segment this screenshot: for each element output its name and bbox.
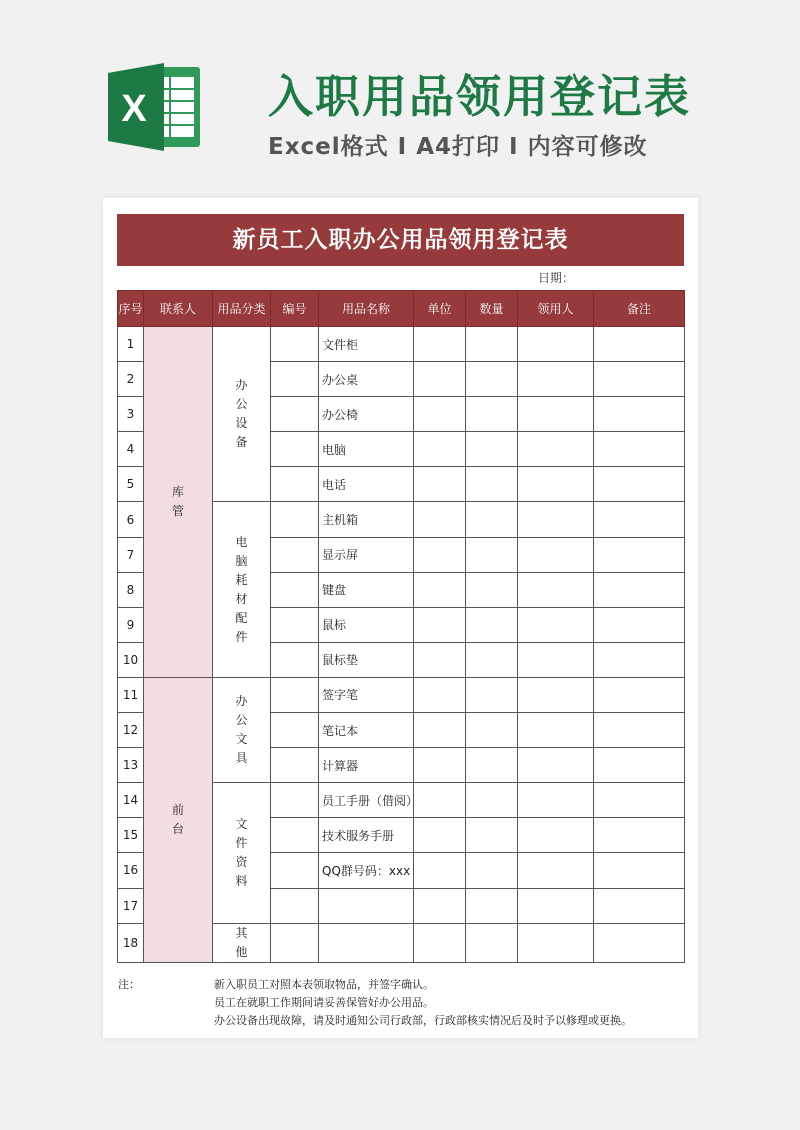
quantity-cell[interactable] — [466, 677, 518, 712]
item-name-cell[interactable]: 笔记本 — [319, 713, 414, 748]
remarks-cell[interactable] — [594, 327, 685, 362]
page-header — [0, 0, 800, 195]
remarks-cell[interactable] — [594, 853, 685, 888]
receiver-cell[interactable] — [518, 397, 594, 432]
unit-cell[interactable] — [414, 713, 466, 748]
remarks-cell[interactable] — [594, 502, 685, 537]
item-name-cell[interactable]: 签字笔 — [319, 677, 414, 712]
svg-text:X: X — [121, 88, 147, 130]
unit-cell[interactable] — [414, 537, 466, 572]
receiver-cell[interactable] — [518, 432, 594, 467]
receiver-cell[interactable] — [518, 818, 594, 853]
code-cell[interactable] — [271, 642, 319, 677]
col-header-contact: 联系人 — [144, 291, 213, 327]
remarks-cell[interactable] — [594, 713, 685, 748]
category-cell[interactable]: 办公设备 — [213, 327, 271, 502]
table-row — [118, 327, 685, 362]
col-header-receiver: 领用人 — [518, 291, 594, 327]
code-cell[interactable] — [271, 362, 319, 397]
quantity-cell[interactable] — [466, 713, 518, 748]
quantity-cell[interactable] — [466, 537, 518, 572]
category-cell[interactable]: 文件资料 — [213, 783, 271, 923]
page-subtitle: Excel格式 I A4打印 I 内容可修改 — [268, 134, 648, 160]
note-line: 新入职员工对照本表领取物品，并签字确认。 — [214, 978, 434, 991]
unit-cell[interactable] — [414, 432, 466, 467]
receiver-cell[interactable] — [518, 783, 594, 818]
category-cell[interactable]: 电脑耗材配件 — [213, 502, 271, 677]
unit-cell[interactable] — [414, 853, 466, 888]
quantity-cell[interactable] — [466, 397, 518, 432]
remarks-cell[interactable] — [594, 818, 685, 853]
seq-cell: 16 — [118, 853, 144, 888]
item-name-cell[interactable]: 办公椅 — [319, 397, 414, 432]
category-cell[interactable]: 其他 — [213, 923, 271, 962]
excel-logo-icon — [104, 57, 204, 157]
remarks-cell[interactable] — [594, 467, 685, 502]
quantity-cell[interactable] — [466, 432, 518, 467]
code-cell[interactable] — [271, 818, 319, 853]
receiver-cell[interactable] — [518, 467, 594, 502]
code-cell[interactable] — [271, 502, 319, 537]
item-name-cell[interactable]: 计算器 — [319, 748, 414, 783]
item-name-cell[interactable]: 鼠标 — [319, 607, 414, 642]
col-header-unit: 单位 — [414, 291, 466, 327]
receiver-cell[interactable] — [518, 642, 594, 677]
unit-cell[interactable] — [414, 572, 466, 607]
remarks-cell[interactable] — [594, 572, 685, 607]
unit-cell[interactable] — [414, 467, 466, 502]
code-cell[interactable] — [271, 607, 319, 642]
item-name-cell[interactable]: 电脑 — [319, 432, 414, 467]
seq-cell: 8 — [118, 572, 144, 607]
seq-cell: 12 — [118, 713, 144, 748]
receiver-cell[interactable] — [518, 713, 594, 748]
document-title: 新员工入职办公用品领用登记表 — [117, 214, 684, 266]
item-name-cell[interactable] — [319, 888, 414, 923]
code-cell[interactable] — [271, 572, 319, 607]
code-cell[interactable] — [271, 713, 319, 748]
seq-cell: 14 — [118, 783, 144, 818]
date-label: 日期： — [538, 271, 575, 285]
table-row — [118, 677, 685, 712]
unit-cell[interactable] — [414, 888, 466, 923]
unit-cell[interactable] — [414, 502, 466, 537]
contact-cell[interactable]: 前台 — [144, 677, 213, 962]
item-name-cell[interactable] — [319, 923, 414, 962]
item-name-cell[interactable]: 键盘 — [319, 572, 414, 607]
remarks-cell[interactable] — [594, 607, 685, 642]
note-line: 员工在就职工作期间请妥善保管好办公用品。 — [214, 996, 434, 1009]
quantity-cell[interactable] — [466, 607, 518, 642]
unit-cell[interactable] — [414, 327, 466, 362]
remarks-cell[interactable] — [594, 677, 685, 712]
seq-cell: 2 — [118, 362, 144, 397]
code-cell[interactable] — [271, 853, 319, 888]
seq-cell: 10 — [118, 642, 144, 677]
seq-cell: 11 — [118, 677, 144, 712]
receiver-cell[interactable] — [518, 502, 594, 537]
code-cell[interactable] — [271, 783, 319, 818]
quantity-cell[interactable] — [466, 888, 518, 923]
unit-cell[interactable] — [414, 397, 466, 432]
receiver-cell[interactable] — [518, 748, 594, 783]
col-header-remarks: 备注 — [594, 291, 685, 327]
remarks-cell[interactable] — [594, 888, 685, 923]
page-main-title: 入职用品领用登记表 — [268, 70, 692, 123]
remarks-cell[interactable] — [594, 783, 685, 818]
unit-cell[interactable] — [414, 783, 466, 818]
quantity-cell[interactable] — [466, 502, 518, 537]
unit-cell[interactable] — [414, 748, 466, 783]
seq-cell: 5 — [118, 467, 144, 502]
col-header-code: 编号 — [271, 291, 319, 327]
unit-cell[interactable] — [414, 818, 466, 853]
receiver-cell[interactable] — [518, 677, 594, 712]
col-header-quantity: 数量 — [466, 291, 518, 327]
receiver-cell[interactable] — [518, 572, 594, 607]
item-name-cell[interactable]: 文件柜 — [319, 327, 414, 362]
seq-cell: 6 — [118, 502, 144, 537]
receiver-cell[interactable] — [518, 853, 594, 888]
unit-cell[interactable] — [414, 677, 466, 712]
code-cell[interactable] — [271, 677, 319, 712]
code-cell[interactable] — [271, 888, 319, 923]
remarks-cell[interactable] — [594, 748, 685, 783]
notes-label: 注： — [118, 978, 140, 991]
remarks-cell[interactable] — [594, 642, 685, 677]
quantity-cell[interactable] — [466, 783, 518, 818]
quantity-cell[interactable] — [466, 467, 518, 502]
item-name-cell[interactable]: 技术服务手册 — [319, 818, 414, 853]
quantity-cell[interactable] — [466, 327, 518, 362]
contact-cell[interactable]: 库管 — [144, 327, 213, 678]
item-name-cell[interactable]: QQ群号码：xxx — [319, 853, 414, 888]
table-header-row — [118, 291, 685, 327]
receiver-cell[interactable] — [518, 327, 594, 362]
seq-cell: 1 — [118, 327, 144, 362]
code-cell[interactable] — [271, 432, 319, 467]
remarks-cell[interactable] — [594, 923, 685, 962]
quantity-cell[interactable] — [466, 853, 518, 888]
receiver-cell[interactable] — [518, 607, 594, 642]
quantity-cell[interactable] — [466, 642, 518, 677]
code-cell[interactable] — [271, 467, 319, 502]
quantity-cell[interactable] — [466, 572, 518, 607]
receiver-cell[interactable] — [518, 362, 594, 397]
code-cell[interactable] — [271, 748, 319, 783]
quantity-cell[interactable] — [466, 923, 518, 962]
quantity-cell[interactable] — [466, 362, 518, 397]
category-cell[interactable]: 办公文具 — [213, 677, 271, 782]
code-cell[interactable] — [271, 923, 319, 962]
item-name-cell[interactable]: 显示屏 — [319, 537, 414, 572]
quantity-cell[interactable] — [466, 818, 518, 853]
item-name-cell[interactable]: 电话 — [319, 467, 414, 502]
col-header-seq: 序号 — [118, 291, 144, 327]
item-name-cell[interactable]: 鼠标垫 — [319, 642, 414, 677]
code-cell[interactable] — [271, 397, 319, 432]
seq-cell: 4 — [118, 432, 144, 467]
seq-cell: 3 — [118, 397, 144, 432]
seq-cell: 17 — [118, 888, 144, 923]
seq-cell: 18 — [118, 923, 144, 962]
remarks-cell[interactable] — [594, 537, 685, 572]
remarks-cell[interactable] — [594, 432, 685, 467]
code-cell[interactable] — [271, 327, 319, 362]
item-name-cell[interactable]: 主机箱 — [319, 502, 414, 537]
seq-cell: 9 — [118, 607, 144, 642]
seq-cell: 7 — [118, 537, 144, 572]
receiver-cell[interactable] — [518, 888, 594, 923]
item-name-cell[interactable]: 办公桌 — [319, 362, 414, 397]
supplies-table — [117, 290, 685, 963]
quantity-cell[interactable] — [466, 748, 518, 783]
seq-cell: 15 — [118, 818, 144, 853]
unit-cell[interactable] — [414, 642, 466, 677]
unit-cell[interactable] — [414, 923, 466, 962]
remarks-cell[interactable] — [594, 362, 685, 397]
unit-cell[interactable] — [414, 607, 466, 642]
seq-cell: 13 — [118, 748, 144, 783]
code-cell[interactable] — [271, 537, 319, 572]
col-header-item-name: 用品名称 — [319, 291, 414, 327]
unit-cell[interactable] — [414, 362, 466, 397]
item-name-cell[interactable]: 员工手册（借阅） — [319, 783, 414, 818]
receiver-cell[interactable] — [518, 537, 594, 572]
note-line: 办公设备出现故障，请及时通知公司行政部，行政部核实情况后及时予以修理或更换。 — [214, 1014, 632, 1027]
col-header-category: 用品分类 — [213, 291, 271, 327]
remarks-cell[interactable] — [594, 397, 685, 432]
receiver-cell[interactable] — [518, 923, 594, 962]
